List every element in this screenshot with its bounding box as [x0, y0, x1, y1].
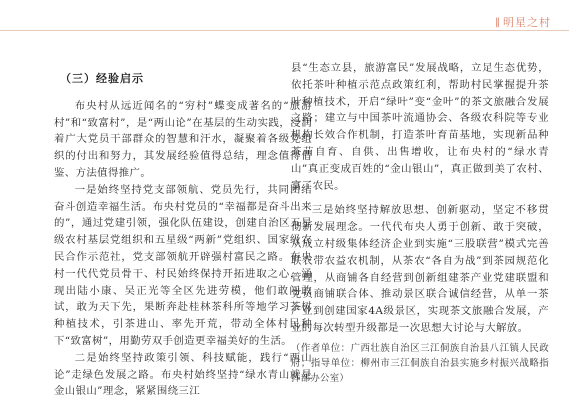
point-two-continued-paragraph: 县“生态立县，旅游富民”发展战略，立足生态优势，依托茶叶种植示范点政策红利，帮助村民掌握提升茶叶种植技术，开启“绿叶”变“金叶”的茶文旅融合发展之路；建立与中国茶叶流通协会、各级农科院等专业机构长效合作机制，打造茶叶育苗基地，实现新品种茶苗自育、自供、出售增收，让布央村的“绿水青山”真正变成百姓的“金山银山”，真正做到美了农村、富了农民。	[291, 62, 549, 192]
point-one-paragraph: 一是始终坚持党支部领航、党员先行，共同团结奋斗创造幸福生活。布央村党员的“幸福都是奋斗出来的”，通过党建引领，强化队伍建设，创建自治区五星级农村基层党组织和五星级“两新”党组织、国家级农民合作示范社，党支部领航开辟强村富民之路。布央村一代代党员骨干、村民始终保持开拓进取之心，涌现出陆小康、吴正光等全区先进劳模，他们敢闯敢试，敢为天下先，果断奔赴桂林茶科所等地学习茶树种植技术，引茶进山、率先开荒，带动全体村民种下“致富树”，用勤劳双手创造更幸福美好的生活。	[54, 183, 312, 347]
column-name: 明星之村	[503, 16, 551, 29]
point-two-paragraph: 二是始终坚持政策引领、科技赋能，践行“两山论”走绿色发展之路。布央村始终坚持“绿水青山就是金山银山”理念，紧紧围绕三江	[54, 351, 312, 398]
section-title: （三）经验启示	[60, 72, 144, 85]
author-credit: （作者单位：广西壮族自治区三江侗族自治县八江镇人民政府；指导单位：柳州市三江侗族自治县实施乡村振兴战略指挥部办公室）	[291, 342, 549, 384]
column-header	[495, 14, 551, 30]
header-divider	[0, 30, 569, 31]
paragraph-gap	[291, 194, 549, 202]
right-column	[291, 60, 549, 386]
intro-paragraph: 布央村从远近闻名的“穷村”蝶变成著名的“旅游村”和“致富村”，是“两山论”在基层的生动实践，浸润着广大党员干部群众的智慧和汗水，凝聚着各级党组织的付出和努力，其发展经验值得总结，理念值得借鉴、方法值得推广。	[54, 99, 312, 179]
point-three-paragraph: 三是始终坚持解放思想、创新驱动，坚定不移贯彻新发展理念。一代代布央人勇于创新、敢于突破，从成立村级集体经济企业到实施“三股联营”模式完善联农带农益农机制，从茶农“各自为战”到茶园规范化管理，从商铺各自经营到创新组建茶产业党建联盟和党员商铺联合体、推动景区联合诚信经营，从单一茶产业到创建国家4A级景区，实现茶文旅融合发展，产业的每次转型升级都是一次思想大讨论与大解放。	[291, 204, 549, 334]
column-marker-icon: ‖	[495, 16, 501, 28]
left-column	[54, 61, 312, 400]
